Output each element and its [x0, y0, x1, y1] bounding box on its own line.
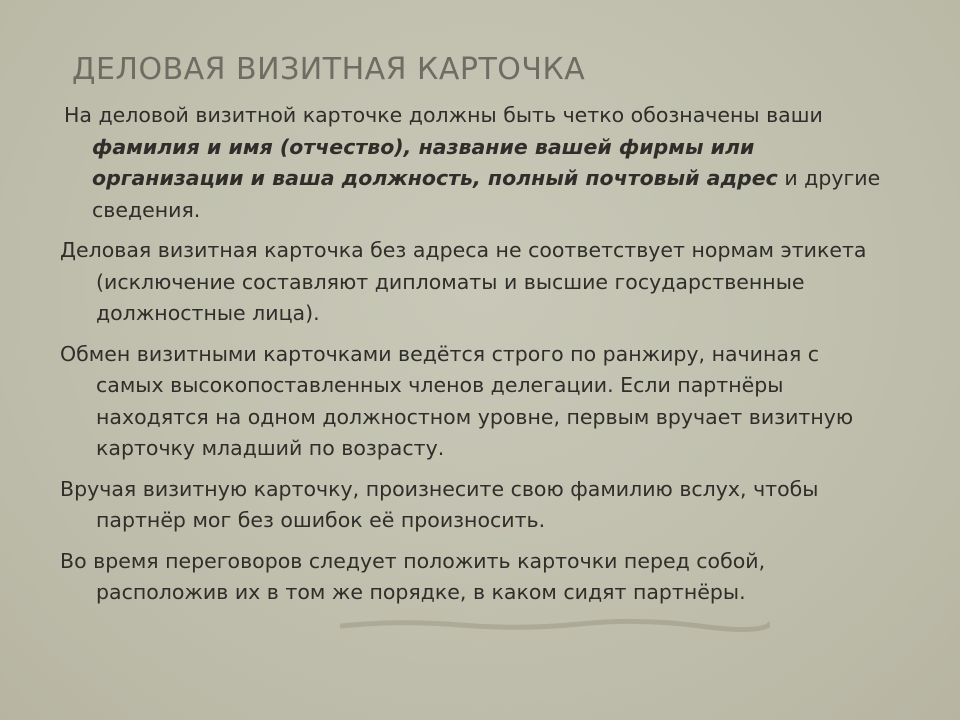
paragraph-negotiations: Во время переговоров следует положить карточки перед собой, расположив их в том же порядке, в каком сидят партнёры.	[60, 548, 766, 604]
paragraph-address: Деловая визитная карточка без адреса не соответствует нормам этикета (исключение составляют дипломаты и высшие государственные должностные лица).	[60, 238, 867, 325]
paragraph-requirements	[60, 100, 890, 226]
slide-body	[60, 100, 890, 618]
paragraph-handing: Вручая визитную карточку, произнесите свою фамилию вслух, чтобы партнёр мог без ошибок её произносить.	[60, 476, 819, 532]
paragraph-text: и другие сведения.	[92, 166, 881, 222]
brush-stroke-decoration	[340, 618, 770, 632]
paragraph-text: На деловой визитной карточке должны быть четко обозначены ваши	[64, 103, 823, 127]
paragraph-exchange: Обмен визитными карточками ведётся строго по ранжиру, начиная с самых высокопоставленных членов делегации. Если партнёры находятся на одном должностном уровне, первым вручает визитную карточку младший по возрасту.	[60, 341, 854, 460]
slide-title: ДЕЛОВАЯ ВИЗИТНАЯ КАРТОЧКА	[72, 52, 586, 87]
emphasized-text: фамилия и имя (отчество), название вашей фирмы или организации и ваша должность, полный почтовый адрес	[92, 134, 778, 190]
